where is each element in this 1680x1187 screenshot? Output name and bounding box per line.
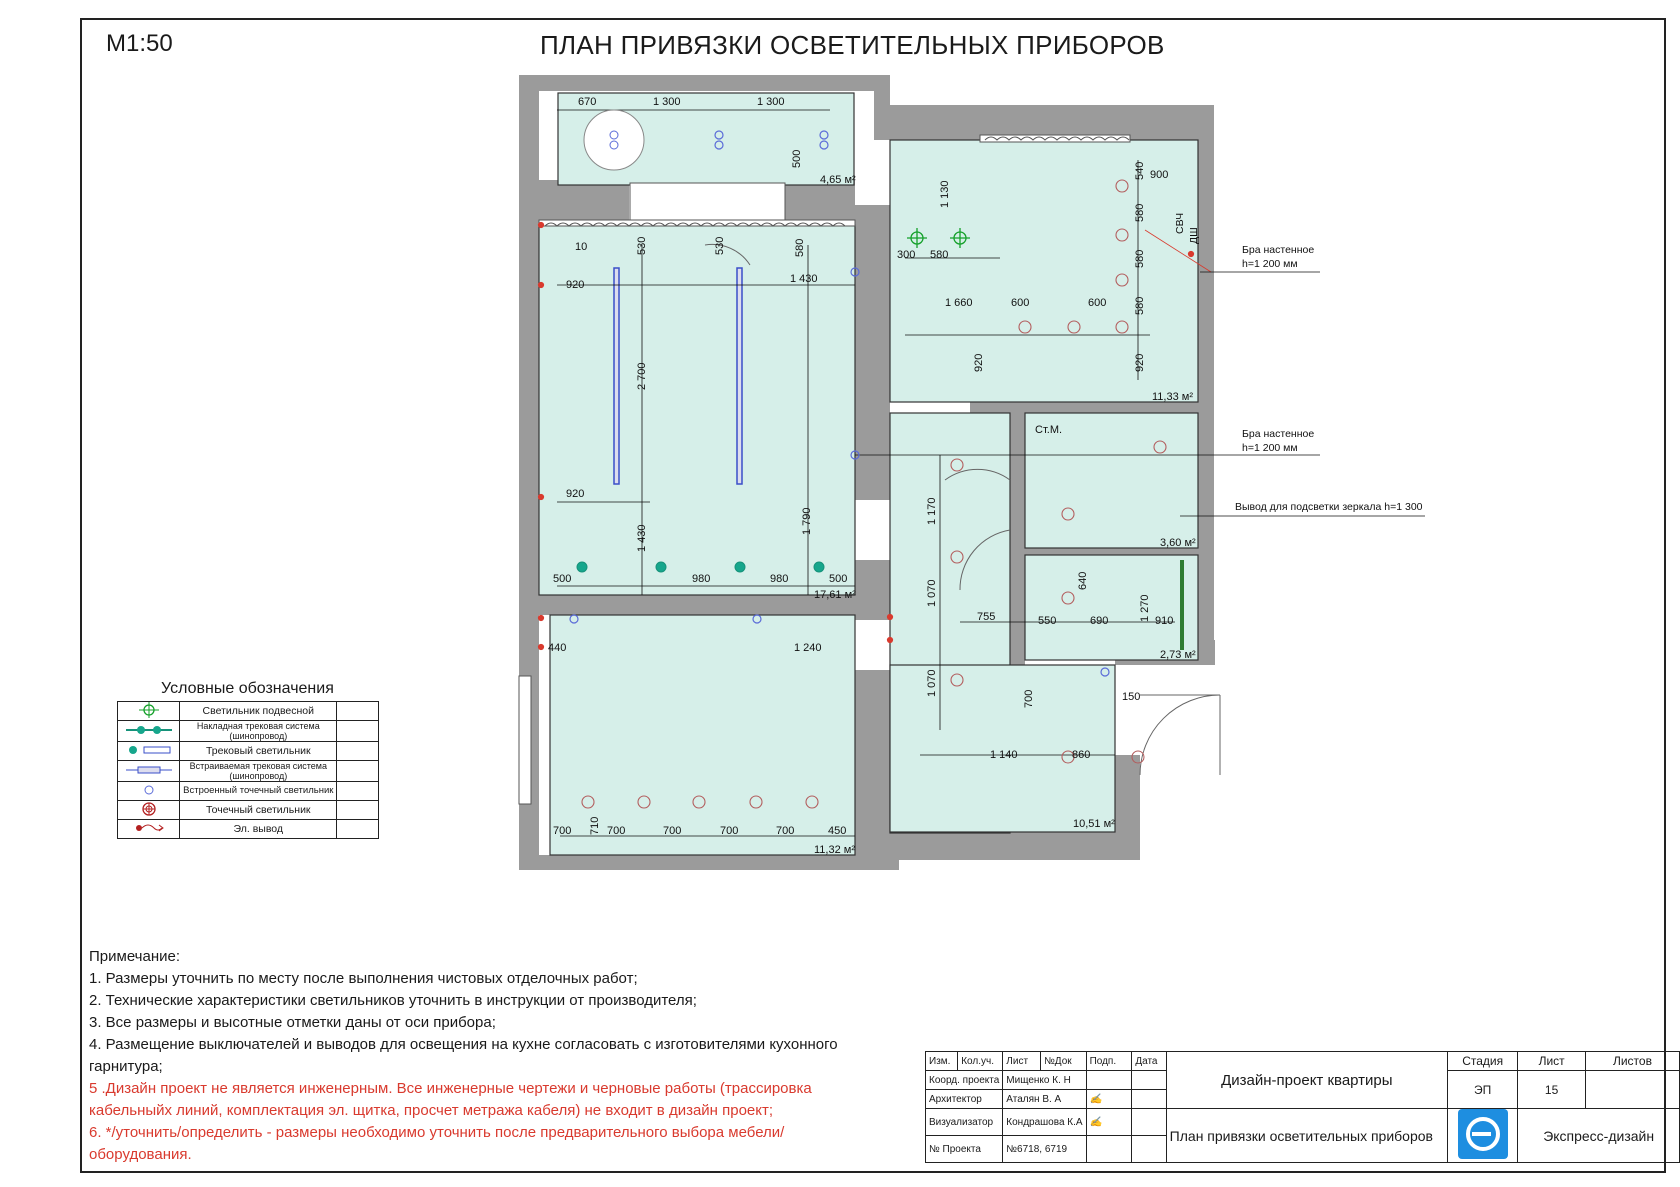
toilet (1025, 555, 1198, 660)
note-item-warning: 5 .Дизайн проект не является инженерным. Все инженерные чертежи и черновые работы (трассировка кабельныйх линий, комплектация эл. щитка, просчет метража кабеля) не входит в дизайн проект; (89, 1080, 812, 1119)
scale-label: М1:50 (106, 30, 173, 57)
dim: 980 (770, 573, 789, 585)
sheets-value (1585, 1071, 1679, 1109)
note-item: 4. Размещение выключателей и выводов для освещения на кухне согласовать с изготовителями кухонного гарнитура; (89, 1036, 838, 1075)
stamp-header: Листов (1585, 1052, 1679, 1071)
dim: 1 140 (990, 749, 1018, 761)
dim: 1 300 (757, 96, 785, 108)
dim: 1 430 (790, 273, 818, 285)
sheet-title: План привязки осветительных приборов (1166, 1109, 1447, 1163)
stamp-person: №6718, 6719 (1003, 1136, 1086, 1163)
dim: 1 130 (939, 180, 951, 208)
stamp-role: Коорд. проекта (926, 1071, 1003, 1090)
dim: 600 (1011, 297, 1030, 309)
legend-row (118, 721, 379, 742)
company-logo (1448, 1109, 1518, 1163)
dim: 700 (720, 825, 739, 837)
legend-label: Эл. вывод (180, 820, 337, 839)
recessed-spot-icon (118, 782, 180, 801)
dim: 755 (977, 611, 996, 623)
stamp-header: №Док (1041, 1052, 1086, 1071)
dim: 150 (1122, 691, 1141, 703)
dim: 910 (1155, 615, 1174, 627)
note-item: 2. Технические характеристики светильников уточнить в инструкции от производителя; (89, 992, 697, 1009)
stamp-person: Аталян В. А (1003, 1090, 1086, 1109)
dim: 920 (566, 279, 585, 291)
dim: 900 (1150, 169, 1169, 181)
dim: 710 (589, 816, 601, 835)
legend-row (118, 820, 379, 839)
legend-label: Трековый светильник (180, 742, 337, 761)
dim: 530 (714, 236, 726, 255)
stamp-role: № Проекта (926, 1136, 1003, 1163)
room-area: 10,51 м² (1073, 818, 1115, 830)
note-item-warning: 6. */уточнить/определить - размеры необходимо уточнить после предварительного выбора мебели/ оборудования. (89, 1124, 785, 1163)
signature: ✍ (1086, 1090, 1132, 1109)
legend-row (118, 761, 379, 782)
dim: 550 (1038, 615, 1057, 627)
dim: 920 (973, 353, 985, 372)
dim: 920 (1134, 353, 1146, 372)
page-title: ПЛАН ПРИВЯЗКИ ОСВЕТИТЕЛЬНЫХ ПРИБОРОВ (540, 30, 1165, 60)
stamp-header: Стадия (1448, 1052, 1518, 1071)
stamp-header: Подп. (1086, 1052, 1132, 1071)
dim: 1 070 (926, 669, 938, 697)
dim: 10 (575, 241, 588, 253)
dim: 980 (692, 573, 711, 585)
dim: 580 (1134, 203, 1146, 222)
dim: 1 070 (926, 579, 938, 607)
sconce-height: h=1 200 мм (1242, 442, 1298, 454)
dim: 1 300 (653, 96, 681, 108)
surface-track-icon (118, 721, 180, 742)
dim: 1 430 (636, 524, 648, 552)
company-name: Экспресс-дизайн (1518, 1109, 1680, 1163)
room-area: 11,32 м² (814, 844, 855, 856)
dim: 700 (1023, 689, 1035, 708)
stamp-header: Изм. (926, 1052, 958, 1071)
stamp-header: Дата (1132, 1052, 1166, 1071)
sconce-label: Бра настенное (1242, 428, 1315, 440)
dim: 2 700 (636, 362, 648, 390)
washing-machine-label: Ст.М. (1035, 424, 1063, 436)
sconce-label: Бра настенное (1242, 244, 1315, 256)
project-name: Дизайн-проект квартиры (1166, 1052, 1447, 1109)
track-lamp-icon (118, 742, 180, 761)
legend-label: Встроенный точечный светильник (180, 782, 337, 801)
stamp-header: Кол.уч. (958, 1052, 1003, 1071)
recessed-track-left (614, 268, 619, 484)
legend-label: Накладная трековая система (шинопровод) (180, 721, 337, 742)
dim: 300 (897, 249, 916, 261)
stamp-role: Визуализатор (926, 1109, 1003, 1136)
dim: 530 (636, 236, 648, 255)
dim: 860 (1072, 749, 1091, 761)
legend-label: Точечный светильник (180, 801, 337, 820)
dim: 690 (1090, 615, 1109, 627)
room-area: 2,73 м² (1160, 649, 1196, 661)
dim: 580 (794, 238, 806, 257)
legend-title: Условные обозначения (161, 680, 334, 697)
notes-heading: Примечание: (89, 948, 180, 965)
stamp-person: Мищенко К. Н (1003, 1071, 1086, 1090)
note-item: 1. Размеры уточнить по месту после выполнения чистовых отделочных работ; (89, 970, 638, 987)
dim: 700 (553, 825, 572, 837)
dim: 670 (578, 96, 597, 108)
stamp-role: Архитектор (926, 1090, 1003, 1109)
sheet-value: 15 (1518, 1071, 1586, 1109)
dim: 1 270 (1139, 594, 1151, 622)
dim: 600 (1088, 297, 1107, 309)
recessed-track-icon (118, 761, 180, 782)
spot-lamp-icon (118, 801, 180, 820)
dim: 540 (1134, 161, 1146, 180)
recessed-track-right (737, 268, 742, 484)
dim: 1 660 (945, 297, 973, 309)
legend-row (118, 702, 379, 721)
dim: 700 (663, 825, 682, 837)
signature: ✍ (1086, 1109, 1132, 1136)
dim: 1 790 (801, 507, 813, 535)
dim: 1 170 (926, 497, 938, 525)
electric-outlet-icon (118, 820, 180, 839)
dim: 640 (1077, 571, 1089, 590)
dim: 580 (930, 249, 949, 261)
legend-row (118, 801, 379, 820)
room-area: 17,61 м² (814, 589, 856, 601)
stage-value: ЭП (1448, 1071, 1518, 1109)
dim: 500 (553, 573, 572, 585)
dim: 920 (566, 488, 585, 500)
dim: 450 (828, 825, 847, 837)
dim: 440 (548, 642, 567, 654)
sconce-height: h=1 200 мм (1242, 258, 1298, 270)
room-area: 3,60 м² (1160, 537, 1196, 549)
dim: 1 240 (794, 642, 822, 654)
dim: 500 (791, 149, 803, 168)
legend-table (117, 701, 379, 839)
dim: 500 (829, 573, 848, 585)
dim: 700 (607, 825, 626, 837)
room-area: 11,33 м² (1152, 391, 1193, 403)
dim: 700 (776, 825, 795, 837)
dim: 580 (1134, 249, 1146, 268)
mirror-outlet-label: Вывод для подсветки зеркала h=1 300 (1235, 501, 1423, 513)
legend-row (118, 782, 379, 801)
legend-label: Светильник подвесной (180, 702, 337, 721)
notes-block (89, 946, 889, 1166)
legend-row (118, 742, 379, 761)
stamp-header: Лист (1518, 1052, 1586, 1071)
stamp-person: Кондрашова К.А (1003, 1109, 1086, 1136)
room-area: 4,65 м² (820, 174, 856, 186)
legend-label: Встраиваемая трековая система (шинопровод) (180, 761, 337, 782)
microwave-label: СВЧ (1174, 212, 1186, 234)
logo-icon (1458, 1109, 1508, 1159)
mirror-light (1180, 560, 1184, 650)
note-item: 3. Все размеры и высотные отметки даны от оси прибора; (89, 1014, 496, 1031)
title-block (925, 1051, 1680, 1163)
dishwasher-label: ДШ (1188, 227, 1200, 244)
pendant-lamp-icon (118, 702, 180, 721)
dim: 580 (1134, 296, 1146, 315)
stamp-header: Лист (1003, 1052, 1041, 1071)
